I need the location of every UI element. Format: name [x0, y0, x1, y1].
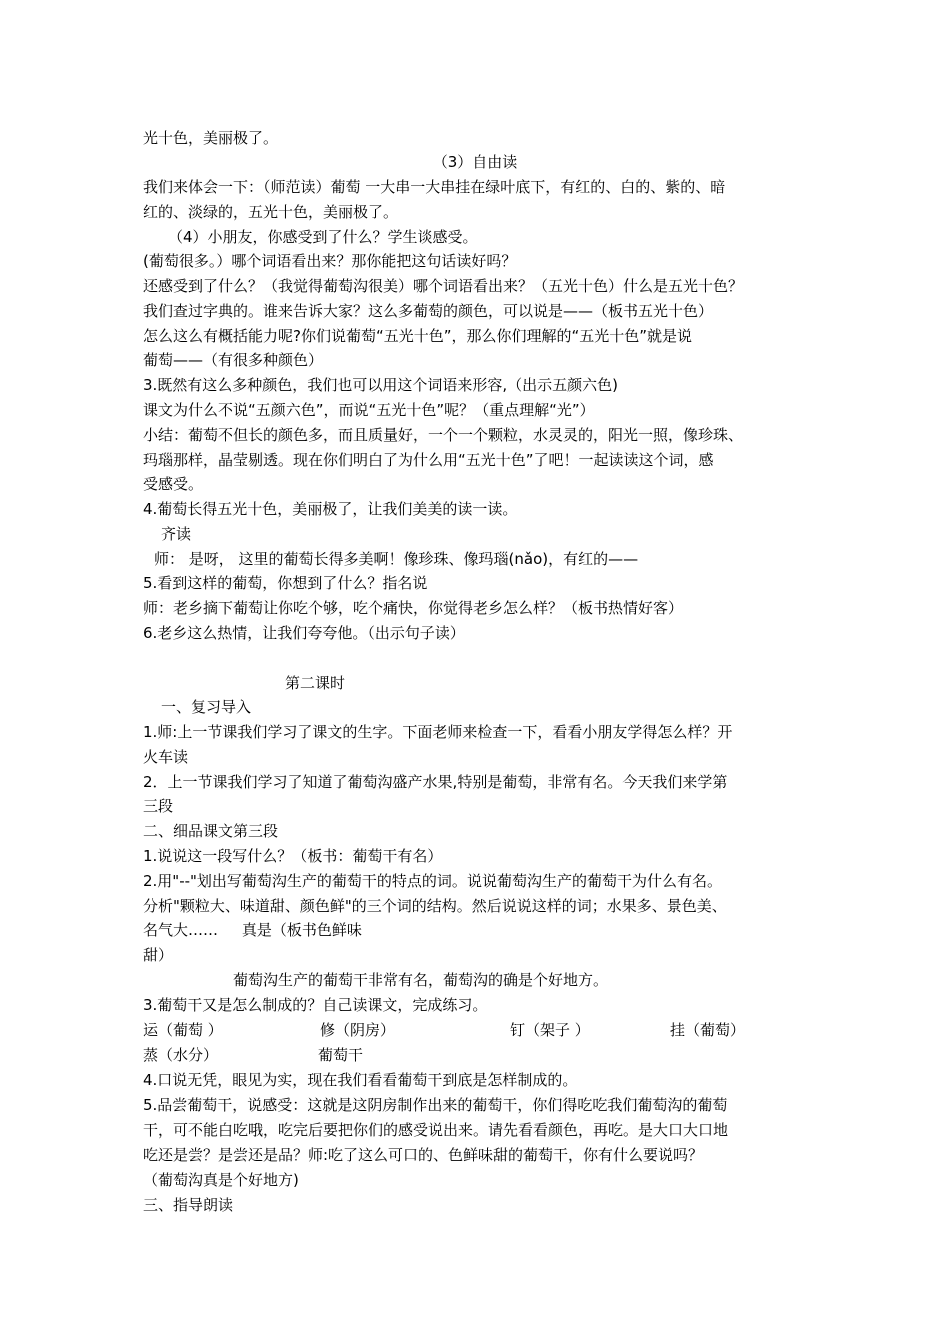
text-line: 受感受。 [143, 475, 204, 493]
text-line: 师：老乡摘下葡萄让你吃个够，吃个痛快，你觉得老乡怎么样？（板书热情好客） [143, 599, 684, 617]
text-line: 2.用"--"划出写葡萄沟生产的葡萄干的特点的词。说说葡萄沟生产的葡萄干为什么有名。 [143, 872, 722, 890]
text-line: 吃还是尝？是尝还是品？师:吃了这么可口的、色鲜味甜的葡萄干，你有什么要说吗？ [143, 1146, 704, 1164]
text-line: 三段 [143, 797, 174, 815]
exercise-item: 运（葡萄 ） [143, 1021, 223, 1039]
exercise-item: 葡萄干 [318, 1046, 364, 1064]
text-line: 4.口说无凭，眼见为实，现在我们看看葡萄干到底是怎样制成的。 [143, 1071, 578, 1089]
text-line: 我们查过字典的。谁来告诉大家？这么多葡萄的颜色，可以说是——（板书五光十色） [143, 302, 714, 320]
exercise-item: 蒸（水分） [143, 1046, 219, 1064]
text-line: 我们来体会一下：（师范读）葡萄 一大串一大串挂在绿叶底下，有红的、白的、紫的、暗 [143, 178, 726, 196]
text-line: （葡萄沟真是个好地方) [143, 1171, 299, 1189]
text-line: 怎么这么有概括能力呢?你们说葡萄“五光十色”，那么你们理解的“五光十色”就是说 [143, 327, 693, 345]
text-line: 2．上一节课我们学习了知道了葡萄沟盛产水果,特别是葡萄，非常有名。今天我们来学第 [143, 773, 728, 791]
text-line: 红的、淡绿的，五光十色，美丽极了。 [143, 203, 399, 221]
text-line: （4）小朋友，你感受到了什么？学生谈感受。 [168, 228, 478, 246]
text-line: 甜） [143, 946, 174, 964]
text-line: 名气大…… 真是（板书色鲜味 [143, 921, 362, 939]
text-line: 玛瑙那样，晶莹剔透。现在你们明白了为什么用“五光十色”了吧！一起读读这个词，感 [143, 451, 714, 469]
text-line: 5.品尝葡萄干，说感受：这就是这阴房制作出来的葡萄干，你们得吃吃我们葡萄沟的葡萄 [143, 1096, 728, 1114]
lesson-heading: 第二课时 [285, 674, 346, 692]
section-heading: （3）自由读 [432, 153, 518, 171]
text-line: 3.既然有这么多种颜色，我们也可以用这个词语来形容,（出示五颜六色) [143, 376, 618, 394]
text-line: 1.师:上一节课我们学习了课文的生字。下面老师来检查一下，看看小朋友学得怎么样？开 [143, 723, 733, 741]
text-line: 齐读 [161, 525, 192, 543]
text-line: 分析"颗粒大、味道甜、颜色鲜"的三个词的结构。然后说说这样的词；水果多、景色美、 [143, 897, 727, 915]
text-line: 火车读 [143, 748, 189, 766]
text-line: 葡萄沟生产的葡萄干非常有名，葡萄沟的确是个好地方。 [233, 971, 609, 989]
text-line: 4.葡萄长得五光十色，美丽极了，让我们美美的读一读。 [143, 500, 518, 518]
section-heading: 三、指导朗读 [143, 1196, 234, 1214]
section-heading: 一、复习导入 [161, 698, 252, 716]
text-line: 还感受到了什么？（我觉得葡萄沟很美）哪个词语看出来？（五光十色）什么是五光十色？ [143, 277, 744, 295]
text-line: 1.说说这一段写什么？（板书：葡萄干有名） [143, 847, 443, 865]
text-line: 课文为什么不说“五颜六色”，而说“五光十色”呢？（重点理解“光”） [143, 401, 595, 419]
text-line: (葡萄很多。）哪个词语看出来？那你能把这句话读好吗？ [143, 252, 517, 270]
text-line: 光十色，美丽极了。 [143, 129, 279, 147]
text-line: 师： 是呀， 这里的葡萄长得多美啊！像珍珠、像玛瑙(nǎo)，有红的—— [154, 550, 639, 568]
exercise-item: 修（阴房） [320, 1021, 396, 1039]
exercise-item: 挂（葡萄） [670, 1021, 746, 1039]
exercise-item: 钉（架子 ） [510, 1021, 590, 1039]
text-line: 5.看到这样的葡萄，你想到了什么？指名说 [143, 574, 428, 592]
text-line: 干，可不能白吃哦，吃完后要把你们的感受说出来。请先看看颜色，再吃。是大口大口地 [143, 1121, 729, 1139]
text-line: 6.老乡这么热情，让我们夸夸他。（出示句子读） [143, 624, 465, 642]
text-line: 小结：葡萄不但长的颜色多，而且质量好，一个一个颗粒，水灵灵的，阳光一照，像珍珠、 [143, 426, 744, 444]
section-heading: 二、细品课文第三段 [143, 822, 279, 840]
text-line: 3.葡萄干又是怎么制成的？自己读课文，完成练习。 [143, 996, 488, 1014]
text-line: 葡萄——（有很多种颜色） [143, 351, 324, 369]
